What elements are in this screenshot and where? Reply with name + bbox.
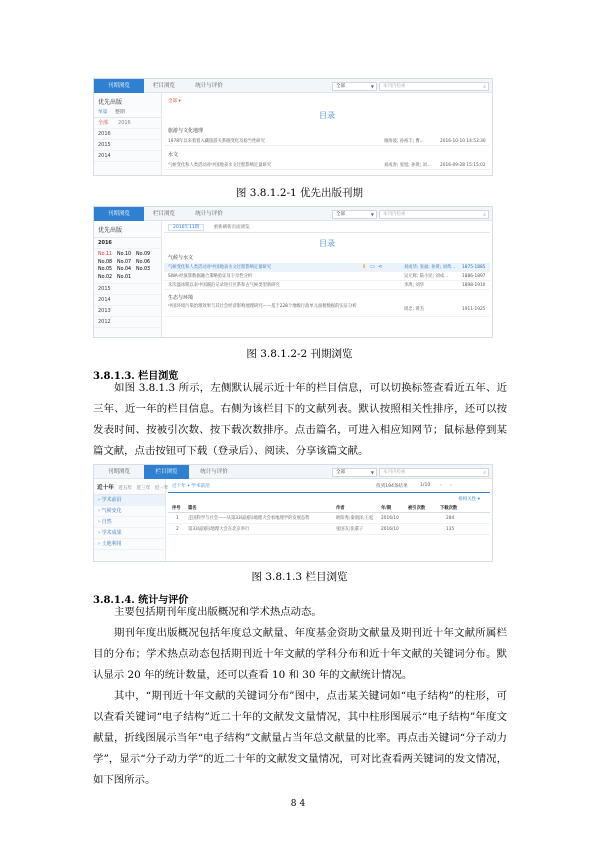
figure-caption: 图 3.8.1.2-2 刊期浏览 bbox=[246, 348, 353, 360]
section-title: 旅游与文化地理 bbox=[168, 128, 204, 134]
article-row[interactable] bbox=[164, 303, 490, 317]
breadcrumb-current[interactable]: 2016年11期 bbox=[168, 224, 204, 231]
chevron-down-icon: ▼ bbox=[370, 84, 374, 89]
article-title[interactable]: 未次盛冰期以来中国湖泊记录进行区系和古气候类型新研究 bbox=[168, 283, 280, 288]
tab-column-browse[interactable]: 栏目浏览 bbox=[152, 83, 175, 89]
tab-bar bbox=[94, 207, 492, 221]
article-author: 谢海波; 孙裕丰; 曹... bbox=[384, 139, 424, 144]
article-title[interactable]: 气候变化和人类活动对中国地表水文过程影响定量研究 bbox=[168, 163, 272, 168]
col-header[interactable]: 篇名 bbox=[188, 506, 197, 511]
scope-select[interactable]: 全部 ▼ bbox=[332, 468, 377, 477]
chevron-down-icon: ▾ bbox=[477, 497, 480, 502]
paragraph: 期刊年度出版概况包括年度总文献量、年度基金资助文献量及期刊近十年文献所属栏目的分布；学术热点动态包括期刊近十年文献的学科分布和近十年文献的关键词分布。默认显示 20 年的统计数量，还可以查看 10 和 30 年的文献统计情况。 bbox=[93, 627, 507, 681]
tab-statistics[interactable]: 统计与评价 bbox=[195, 83, 223, 89]
article-title[interactable]: SWA-经演算数据融合策略验证及干旱性分析 bbox=[168, 274, 253, 279]
breadcrumb: 近十年 • 学术前沿 bbox=[172, 484, 210, 489]
sidebar-year[interactable]: 2013 bbox=[94, 306, 161, 317]
chevron-right-icon: › bbox=[98, 530, 100, 536]
article-author: 张国友;张董子 bbox=[336, 527, 364, 532]
sidebar-year[interactable]: 全部 2016 bbox=[94, 118, 161, 129]
article-row[interactable] bbox=[164, 161, 490, 170]
result-panel bbox=[168, 479, 490, 561]
article-pages: 1898-1910 bbox=[462, 283, 486, 288]
next-page-icon[interactable]: › bbox=[450, 483, 452, 488]
search-input[interactable]: 本刊内检索 ⌕ bbox=[379, 82, 489, 91]
result-header bbox=[168, 479, 490, 493]
article-author: 刘成华; 张福; 孙黄; 刘黄... bbox=[404, 265, 456, 270]
toc-title: 目录 bbox=[319, 239, 335, 248]
section-title: 气候与水文 bbox=[168, 255, 194, 261]
chevron-down-icon: ▾ bbox=[178, 99, 181, 104]
screenshot-priority-publishing bbox=[93, 78, 493, 176]
section-heading: 3.8.1.3. 栏目浏览 bbox=[93, 371, 179, 382]
sort-select[interactable]: 排相关性 ▾ bbox=[458, 497, 480, 502]
screenshot-column-browse bbox=[93, 464, 493, 562]
row-number: 2 bbox=[176, 527, 179, 532]
chevron-right-icon: › bbox=[98, 519, 100, 525]
col-header[interactable]: 年/期 bbox=[381, 506, 392, 511]
column-item[interactable]: › 自然 bbox=[94, 517, 165, 528]
tab-statistics[interactable]: 统计与评价 bbox=[195, 211, 223, 217]
col-header[interactable]: 被引次数 bbox=[408, 506, 426, 511]
result-count: 找到194条结果 bbox=[376, 484, 408, 489]
range-tabs bbox=[94, 479, 169, 495]
issue-link[interactable]: No.03 bbox=[136, 267, 151, 272]
sidebar-title: 优先出版 bbox=[98, 99, 123, 106]
issue-link[interactable]: No.11 bbox=[98, 252, 113, 257]
article-date: 2016-09-28 15:15:02 bbox=[440, 163, 486, 168]
paragraph: 如图 3.8.1.3 所示，左侧默认展示近十年的栏目信息，可以切换标签查看近五年、近三年、近一年的栏目信息。右侧为该栏目下的文献列表。默认按照相关性排序，还可以按发表时间、按被引次数、按下载次数排序。点击篇名，可进入相应知网节；鼠标悬停到某篇文献，点击按钮可下载（登录后）、阅读、分享该篇文献。 bbox=[93, 382, 507, 457]
sidebar-year-active[interactable]: 2016 bbox=[94, 238, 161, 249]
col-header: 作者 bbox=[336, 506, 345, 511]
section-heading: 3.8.1.4. 统计与评价 bbox=[93, 595, 189, 606]
table-row[interactable] bbox=[168, 513, 490, 524]
range-tab-10y[interactable]: 近十年 bbox=[97, 485, 114, 491]
article-title[interactable]: 第33届国际地理大会在北京举行 bbox=[188, 527, 250, 532]
scope-select[interactable]: 全部 ▼ bbox=[332, 82, 377, 91]
subtab-single[interactable]: 单篇 bbox=[98, 110, 108, 115]
read-icon[interactable]: ▭ bbox=[370, 264, 375, 270]
column-item[interactable]: › 土地利用 bbox=[94, 539, 165, 550]
issue-link[interactable]: No.06 bbox=[136, 259, 151, 265]
chevron-right-icon: › bbox=[98, 508, 100, 514]
toc-title: 目录 bbox=[319, 111, 335, 120]
page-indicator: 1/10 bbox=[420, 483, 431, 488]
search-input[interactable]: 本刊内检索 ⌕ bbox=[379, 468, 489, 477]
tab-issue-browse[interactable]: 刊期浏览 bbox=[94, 207, 144, 221]
breadcrumb bbox=[164, 221, 490, 233]
article-author: 刘成春; 张旭; 孙黄; 刘... bbox=[384, 163, 431, 168]
breadcrumb[interactable]: 全部 ▾ bbox=[168, 99, 181, 104]
col-header[interactable]: 下载次数 bbox=[440, 506, 458, 511]
section-title: 生态与环境 bbox=[168, 295, 194, 301]
tab-bar bbox=[94, 79, 492, 93]
row-number: 1 bbox=[176, 516, 179, 521]
issue-link[interactable]: No.02 bbox=[98, 274, 113, 280]
table-header bbox=[168, 504, 490, 513]
refresh-link[interactable]: 重新刷新页面浏览 bbox=[213, 225, 250, 230]
issue-link[interactable]: No.07 bbox=[117, 259, 132, 265]
tab-bar bbox=[94, 465, 492, 479]
article-issue: 2016/10 bbox=[381, 527, 399, 532]
issue-link[interactable]: No.01 bbox=[117, 274, 132, 280]
issue-link[interactable]: No.05 bbox=[98, 267, 113, 272]
column-item[interactable]: › 学术成果 bbox=[94, 528, 165, 539]
tab-column-browse[interactable]: 栏目浏览 bbox=[152, 211, 175, 217]
range-tab-3y[interactable]: 近三年 bbox=[136, 486, 151, 491]
sidebar-subtabs bbox=[94, 108, 161, 118]
scope-select[interactable]: 全部 ▼ bbox=[332, 210, 377, 219]
issue-grid bbox=[94, 249, 161, 284]
search-icon[interactable]: ⌕ bbox=[483, 212, 486, 218]
col-header: 序号 bbox=[172, 506, 181, 511]
sidebar-year[interactable]: 2015 bbox=[94, 140, 161, 151]
sidebar bbox=[94, 93, 162, 175]
article-author: 李禹; 刘华 bbox=[404, 283, 425, 288]
article-issue: 2016/10 bbox=[381, 516, 399, 521]
sidebar-year[interactable]: 2015 bbox=[94, 284, 161, 295]
sidebar-year[interactable]: 2014 bbox=[94, 151, 161, 162]
article-row[interactable] bbox=[164, 137, 490, 146]
figure-caption: 图 3.8.1.3 栏目浏览 bbox=[251, 571, 348, 583]
page-number: 84 bbox=[290, 799, 309, 809]
tab-statistics[interactable]: 统计与评价 bbox=[200, 469, 228, 475]
article-author: 周忠; 黄杰 bbox=[404, 307, 425, 312]
sidebar-year[interactable]: 2016 bbox=[94, 129, 161, 140]
download-count: 284 bbox=[446, 516, 455, 521]
article-author: 吴元辉; 陆小民; 刘成... bbox=[404, 274, 449, 279]
range-tab-1y[interactable]: 近一年 bbox=[154, 486, 169, 491]
sidebar bbox=[94, 479, 169, 561]
download-count: 135 bbox=[446, 527, 455, 532]
share-icon[interactable]: ⋖ bbox=[378, 264, 383, 270]
article-row[interactable] bbox=[164, 281, 490, 290]
article-title[interactable]: 中国环境污染治理效果与其社会经济影响地理研究——基于228个地级行政单元面板数据的实证分析 bbox=[168, 304, 357, 309]
search-input[interactable]: 本刊内检索 ⌕ bbox=[379, 210, 489, 219]
article-author: 欧阳秀;秦润泽;王松 bbox=[336, 516, 374, 521]
search-icon[interactable]: ⌕ bbox=[483, 84, 486, 90]
column-item[interactable]: › 学术前沿 bbox=[94, 495, 165, 506]
article-title[interactable]: 气候变化和人类活动对中国地表水文过程影响定量研究 bbox=[168, 265, 272, 270]
table-row[interactable] bbox=[168, 524, 490, 535]
article-pages: 1911-1925 bbox=[462, 307, 486, 312]
article-row[interactable] bbox=[164, 272, 490, 281]
search-icon[interactable]: ⌕ bbox=[483, 470, 486, 476]
article-title[interactable]: 走国科学与社会——从第33届国际地理大会看地理学的发展态势 bbox=[188, 516, 310, 521]
chevron-right-icon: › bbox=[98, 497, 100, 503]
issue-link[interactable]: No.08 bbox=[98, 259, 113, 265]
tab-issue-browse[interactable]: 刊期浏览 bbox=[94, 79, 144, 93]
issue-link[interactable]: No.04 bbox=[117, 267, 132, 272]
article-date: 2016-10-10 14:53:30 bbox=[440, 139, 486, 144]
article-title[interactable]: 1978年以来着着入藏旅游关系圈变化及稳当性研究 bbox=[168, 139, 265, 144]
chevron-right-icon: › bbox=[98, 541, 100, 547]
screenshot-issue-browse bbox=[93, 206, 493, 338]
sidebar bbox=[94, 221, 162, 337]
prev-page-icon[interactable]: ‹ bbox=[440, 483, 442, 488]
range-tab-5y[interactable]: 近五年 bbox=[118, 486, 133, 491]
sidebar-title: 优先出版 bbox=[94, 221, 161, 238]
tab-issue-browse[interactable]: 刊期浏览 bbox=[107, 469, 130, 475]
issue-link[interactable]: No.09 bbox=[136, 252, 151, 257]
column-item[interactable]: › 气候变化 bbox=[94, 506, 165, 517]
article-row[interactable] bbox=[164, 263, 490, 272]
toc-panel bbox=[164, 93, 490, 175]
paragraph: 主要包括期刊年度出版概况和学术热点动态。 bbox=[114, 606, 322, 618]
paragraph: 其中，“期刊近十年文献的关键词分布”图中，点击某关键词如“电子结构”的柱形，可以查看关键词“电子结构”近二十年的文献发文量情况，其中柱形图展示“电子结构”年度文献量，折线图展示当年“电子结构”文献量占当年总文献量的比率。再点击关键词“分子动力学”，显示“分子动力学”的近二十年的文献发文量情况，可对比查看两关键词的发文情况，如下图所示。 bbox=[93, 690, 507, 786]
section-title: 水文 bbox=[168, 152, 179, 158]
issue-link[interactable]: No.10 bbox=[117, 252, 132, 257]
chevron-down-icon: ▼ bbox=[370, 470, 374, 475]
article-pages: 1875-1885 bbox=[462, 265, 486, 270]
sidebar-year[interactable]: 2014 bbox=[94, 295, 161, 306]
figure-caption: 图 3.8.1.2-1 优先出版刊期 bbox=[235, 187, 364, 199]
article-pages: 1886-1897 bbox=[462, 274, 486, 279]
download-icon[interactable]: ⬇ bbox=[362, 264, 367, 270]
subtab-whole[interactable]: 整期 bbox=[115, 110, 125, 115]
sidebar-year[interactable]: 2012 bbox=[94, 317, 161, 328]
chevron-down-icon: ▼ bbox=[370, 212, 374, 217]
toc-panel bbox=[164, 221, 490, 337]
tab-column-browse[interactable]: 栏目浏览 bbox=[144, 465, 189, 479]
